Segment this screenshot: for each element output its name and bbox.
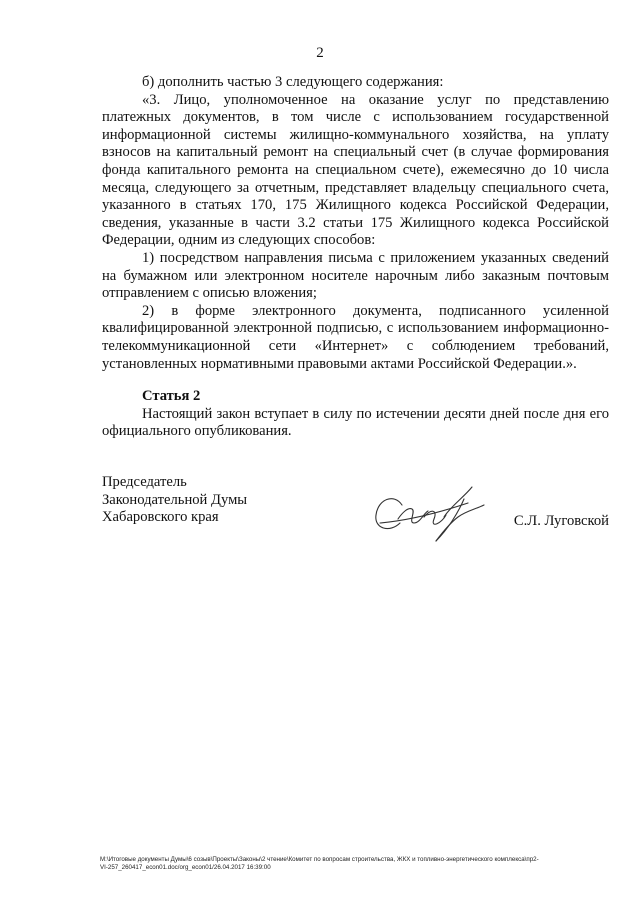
signer-name: С.Л. Луговской (513, 513, 609, 529)
position-line: Хабаровского края (102, 509, 219, 526)
page-number: 2 (316, 45, 324, 61)
paragraph-part-3: «3. Лицо, уполномоченное на оказание услуг по представлению платежных документов, в том числе с использованием государственной информационной системы жилищно-коммунального хозяйства, на уплату взносов на капитальный ремонт на специальный счет (в случае формирования фонда капитального ремонта на специальном счете), ежемесячно до 10 числа месяца, следующего за отчетным, представляет владельцу специального счета, указанного в статьях 170, 175 Жилищного кодекса Российской Федерации, сведения, указанные в части 3.2 статьи 175 Жилищного кодекса Российской Федерации, одним из следующих способов: (102, 91, 609, 249)
paragraph-intro: б) дополнить частью 3 следующего содержания: (142, 74, 444, 90)
footer-file-path (100, 856, 620, 873)
paragraph-method-1: 1) посредством направления письма с приложением указанных сведений на бумажном или электронном носителе нарочным либо заказным почтовым отправлением с описью вложения; (102, 249, 609, 302)
position-line: Законодательной Думы (102, 491, 248, 508)
article-text: Настоящий закон вступает в силу по истечении десяти дней после дня его официального опубликования. (102, 405, 609, 440)
signatory-position (102, 474, 247, 527)
paragraph-method-2: 2) в форме электронного документа, подписанного усиленной квалифицированной электронной подписью, с использованием информационно-телекоммуникационной сети «Интернет» с соблюдением требований, установленных нормативными правовыми актами Российской Федерации.». (102, 302, 609, 372)
article-title: Статья 2 (142, 388, 201, 405)
handwritten-signature (372, 483, 490, 543)
position-line: Председатель (102, 474, 187, 490)
footer-line: M:\Итоговые документы Думы\6 созыв\Проекты\Законы\2 чтение\Комитет по вопросам строительства, ЖКХ и топливно-энергетического комплекса\пр2- (100, 856, 539, 863)
document-body (102, 74, 609, 441)
footer-line: VI-257_260417_econ01.doc/org_econ01/26.04.2017 16:39:00 (100, 864, 271, 872)
